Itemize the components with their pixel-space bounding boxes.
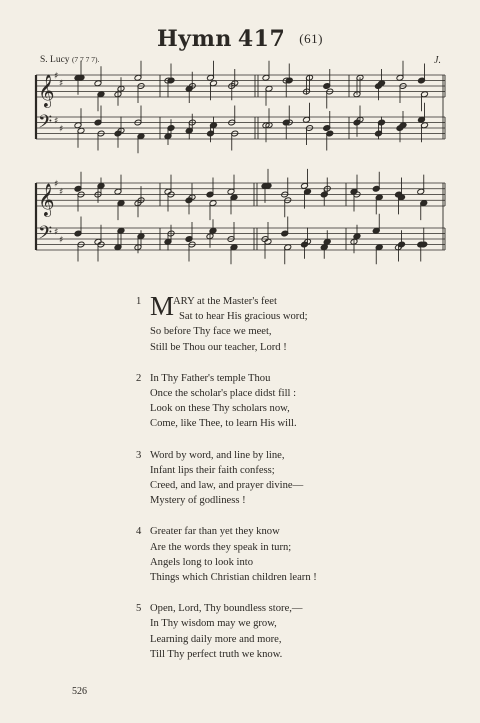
verse-line: So before Thy face we meet, [150, 326, 272, 338]
treble-clef-icon: 𝄞 [38, 74, 55, 107]
drop-cap: M [150, 291, 175, 321]
verse-line: Word by word, and line by line, [150, 449, 285, 461]
verse-line: In Thy wisdom may we grow, [150, 618, 277, 630]
tune-name-label: S. Lucy [40, 55, 70, 65]
verse-line: Infant lips their faith confess; [150, 464, 275, 476]
verse-number: 4 [136, 526, 142, 538]
tune-meter: (7 7 7 7). [71, 55, 100, 64]
verse-1 [136, 291, 317, 355]
verse-line: Look on these Thy scholars now, [150, 403, 290, 415]
verse-number: 3 [136, 449, 142, 461]
verse-line: Greater far than yet they know [150, 526, 280, 538]
verse-number: 2 [136, 372, 142, 384]
verse-line: ARY at the Master's feet [173, 296, 277, 307]
verse-line: Still be Thou our teacher, Lord ! [150, 341, 287, 353]
hymn-title-word: Hymn [157, 26, 232, 52]
verse-line: In Thy Father's temple Thou [150, 372, 271, 384]
verse-5 [136, 601, 317, 662]
verse-line: Angels long to look into [150, 556, 253, 568]
verse-line: Till Thy perfect truth we know. [150, 648, 283, 660]
verse-line: Things which Christian children learn ! [150, 572, 317, 584]
verse-number: 1 [136, 296, 142, 307]
sharp-icon: ♯ [54, 179, 59, 190]
page-number: 526 [72, 686, 87, 697]
hymn-verses [136, 291, 317, 678]
sharp-icon: ♯ [59, 79, 64, 89]
verse-3 [136, 448, 317, 509]
bass-clef-icon: 𝄢 [38, 112, 53, 137]
sharp-icon: ♯ [54, 71, 59, 82]
sharp-icon: ♯ [59, 124, 64, 135]
hymn-number: 417 [237, 26, 286, 52]
verse-line: Creed, and law, and prayer divine— [150, 480, 304, 492]
verse-2 [136, 371, 317, 432]
sharp-icon: ♯ [59, 187, 64, 198]
treble-clef-icon: 𝄞 [38, 183, 55, 216]
sharp-icon: ♯ [54, 227, 59, 238]
verse-line: Are the words they speak in turn; [150, 541, 292, 553]
hymn-reference: (61) [299, 31, 323, 46]
verse-line: Open, Lord, Thy boundless store,— [150, 603, 303, 615]
composer-initial: J. [434, 55, 441, 66]
music-score [0, 0, 480, 290]
bass-clef-icon: 𝄢 [38, 223, 53, 248]
verse-line: Once the scholar's place didst fill : [150, 388, 297, 400]
verse-line: Learning daily more and more, [150, 633, 282, 645]
sharp-icon: ♯ [59, 235, 64, 246]
verse-number: 5 [136, 603, 142, 615]
verse-line: Sat to hear His gracious word; [179, 311, 308, 323]
verse-4 [136, 524, 317, 585]
sharp-icon: ♯ [54, 116, 59, 127]
verse-line: Mystery of godliness ! [150, 495, 246, 507]
verse-line: Come, like Thee, to learn His will. [150, 418, 297, 430]
